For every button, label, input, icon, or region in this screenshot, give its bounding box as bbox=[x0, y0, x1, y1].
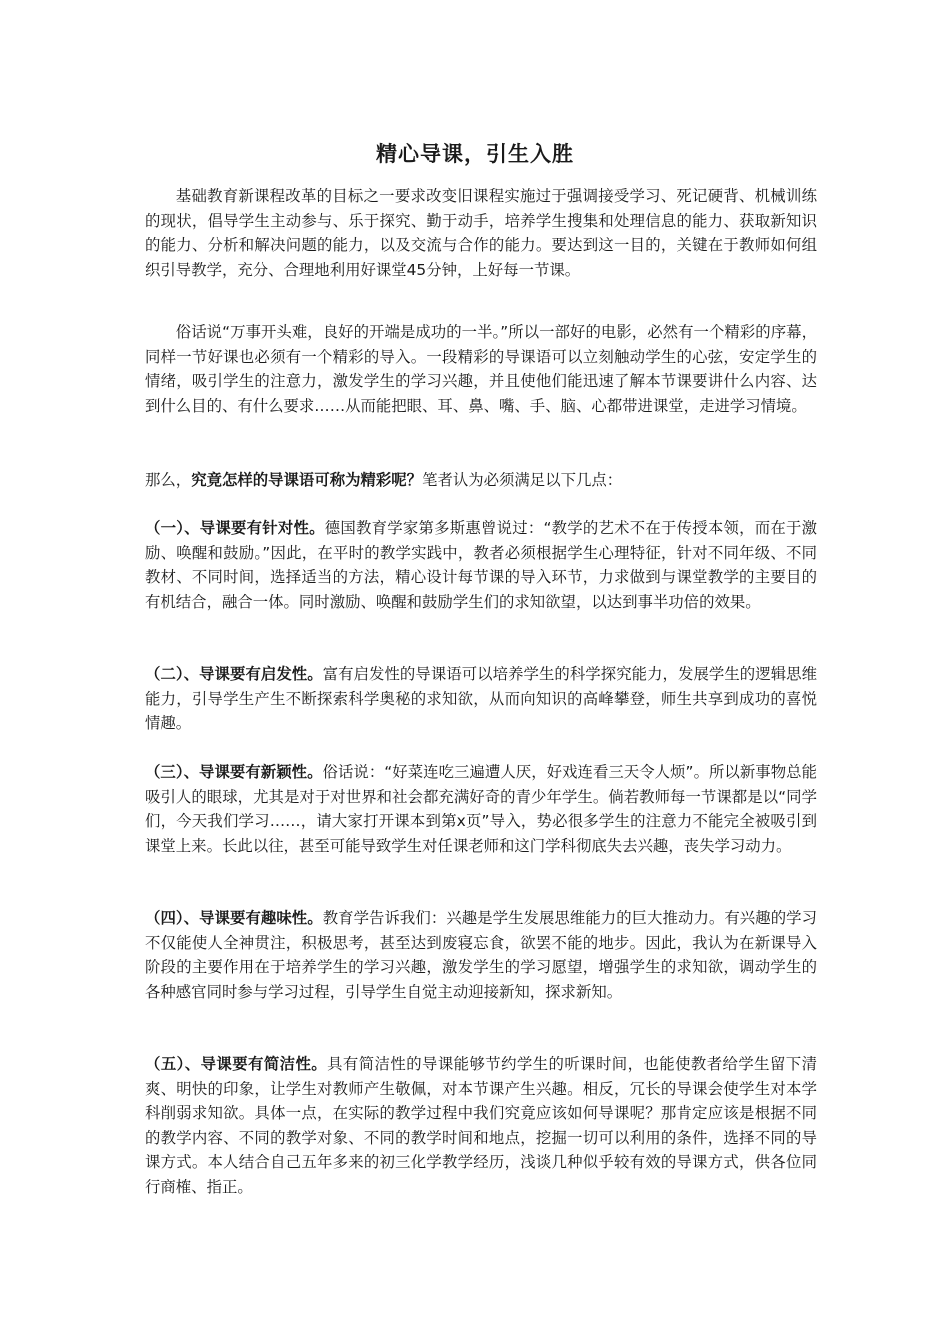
question-paragraph bbox=[145, 468, 817, 493]
point-paragraph-3 bbox=[145, 760, 817, 858]
point-body-2: 富有启发性的导课语可以培养学生的科学探究能力，发展学生的逻辑思维能力，引导学生产生不断探索科学奥秘的求知欲，从而向知识的高峰攀登，师生共享到成功的喜悦情趣。 bbox=[145, 665, 817, 732]
point-body-5: 具有简洁性的导课能够节约学生的听课时间，也能使教者给学生留下清爽、明快的印象，让学生对教师产生敬佩，对本节课产生兴趣。相反，冗长的导课会使学生对本学科削弱求知欲。具体一点，在实际的教学过程中我们究竟应该如何导课呢？那肯定应该是根据不同的教学内容、不同的教学对象、不同的教学时间和地点，挖掘一切可以利用的条件，选择不同的导课方式。本人结合自己五年多来的初三化学教学经历，浅谈几种似乎较有效的导课方式，供各位同行商榷、指正。 bbox=[145, 1055, 817, 1196]
point-body-1: 德国教育学家第多斯惠曾说过：“教学的艺术不在于传授本领，而在于激励、唤醒和鼓励。”因此，在平时的教学实践中，教者必须根据学生心理特征，针对不同年级、不同教材、不同时间，选择适当的方法，精心设计每节课的导入环节，力求做到与课堂教学的主要目的有机结合，融合一体。同时激励、唤醒和鼓励学生们的求知欲望，以达到事半功倍的效果。 bbox=[145, 519, 817, 611]
point-heading-1: （一）、导课要有针对性。 bbox=[145, 519, 325, 537]
point-heading-4: （四）、导课要有趣味性。 bbox=[145, 909, 323, 927]
point-paragraph-1 bbox=[145, 516, 817, 614]
point-heading-2: （二）、导课要有启发性。 bbox=[145, 665, 323, 683]
question-lead: 那么， bbox=[145, 471, 192, 489]
point-heading-3: （三）、导课要有新颖性。 bbox=[145, 763, 323, 781]
point-paragraph-2 bbox=[145, 662, 817, 736]
point-body-4: 教育学告诉我们：兴趣是学生发展思维能力的巨大推动力。有兴趣的学习不仅能使人全神贯注，积极思考，甚至达到废寝忘食，欲罢不能的地步。因此，我认为在新课导入阶段的主要作用在于培养学生的学习兴趣，激发学生的学习愿望，增强学生的求知欲，调动学生的各种感官同时参与学习过程，引导学生自觉主动迎接新知，探求新知。 bbox=[145, 909, 817, 1001]
intro-paragraph-1: 基础教育新课程改革的目标之一要求改变旧课程实施过于强调接受学习、死记硬背、机械训练的现状，倡导学生主动参与、乐于探究、勤于动手，培养学生搜集和处理信息的能力、获取新知识的能力、分析和解决问题的能力，以及交流与合作的能力。要达到这一目的，关键在于教师如何组织引导教学，充分、合理地利用好课堂45分钟，上好每一节课。 bbox=[145, 187, 817, 279]
point-paragraph-5 bbox=[145, 1052, 817, 1199]
question-rest: 笔者认为必须满足以下几点： bbox=[422, 471, 623, 489]
question-emphasis: 究竟怎样的导课语可称为精彩呢？ bbox=[191, 471, 423, 489]
intro-paragraph-2: 俗话说“万事开头难，良好的开端是成功的一半。”所以一部好的电影，必然有一个精彩的序幕，同样一节好课也必须有一个精彩的导入。一段精彩的导课语可以立刻触动学生的心弦，安定学生的情绪，吸引学生的注意力，激发学生的学习兴趣，并且使他们能迅速了解本节课要讲什么内容、达到什么目的、有什么要求……从而能把眼、耳、鼻、嘴、手、脑、心都带进课堂，走进学习情境。 bbox=[145, 323, 817, 415]
point-paragraph-4 bbox=[145, 906, 817, 1004]
document-title: 精心导课，引生入胜 bbox=[376, 142, 574, 166]
point-body-3: 俗话说：“好菜连吃三遍遭人厌，好戏连看三天令人烦”。所以新事物总能吸引人的眼球，尤其是对于对世界和社会都充满好奇的青少年学生。倘若教师每一节课都是以“同学们，今天我们学习……，请大家打开课本到第x页”导入，势必很多学生的注意力不能完全被吸引到课堂上来。长此以往，甚至可能导致学生对任课老师和这门学科彻底失去兴趣，丧失学习动力。 bbox=[145, 763, 817, 855]
point-heading-5: （五）、导课要有简洁性。 bbox=[145, 1055, 328, 1073]
